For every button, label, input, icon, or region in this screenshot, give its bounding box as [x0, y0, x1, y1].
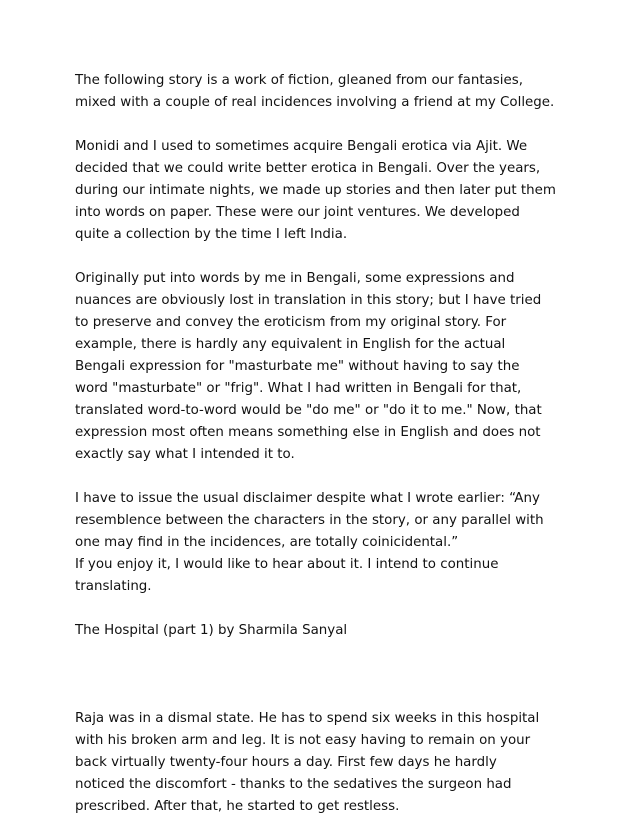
- document-page: [75, 70, 565, 840]
- text-line: Bengali expression for "masturbate me" without having to say the: [75, 359, 520, 374]
- text-line: into words on paper. These were our joint ventures. We developed: [75, 205, 520, 220]
- text-line: with his broken arm and leg. It is not easy having to remain on your: [75, 733, 531, 748]
- text-line: exactly say what I intended it to.: [75, 447, 295, 462]
- text-line: prescribed. After that, he started to get restless.: [75, 799, 400, 814]
- text-line: expression most often means something else in English and does not: [75, 425, 541, 440]
- text-line: I have to issue the usual disclaimer despite what I wrote earlier: “Any: [75, 491, 540, 506]
- background-paragraph: [75, 136, 565, 246]
- text-line: The following story is a work of fiction, gleaned from our fantasies,: [75, 73, 523, 88]
- story-title: [75, 620, 565, 642]
- text-line: word "masturbate" or "frig". What I had written in Bengali for that,: [75, 381, 522, 396]
- text-line: translated word-to-word would be "do me" or "do it to me." Now, that: [75, 403, 542, 418]
- text-line: translating.: [75, 579, 152, 594]
- text-line: Raja was in a dismal state. He has to spend six weeks in this hospital: [75, 711, 540, 726]
- text-line: one may find in the incidences, are totally coinicidental.”: [75, 535, 459, 550]
- text-line: Monidi and I used to sometimes acquire Bengali erotica via Ajit. We: [75, 139, 528, 154]
- text-line: Originally put into words by me in Bengali, some expressions and: [75, 271, 515, 286]
- text-line: back virtually twenty-four hours a day. First few days he hardly: [75, 755, 497, 770]
- story-title-text: The Hospital (part 1) by Sharmila Sanyal: [75, 623, 348, 638]
- text-line: decided that we could write better erotica in Bengali. Over the years,: [75, 161, 541, 176]
- translation-note-paragraph: [75, 268, 565, 466]
- closing-paragraph: [75, 554, 565, 598]
- text-line: to preserve and convey the eroticism from my original story. For: [75, 315, 507, 330]
- story-opening-paragraph: [75, 708, 565, 818]
- text-line: noticed the discomfort - thanks to the sedatives the surgeon had: [75, 777, 512, 792]
- text-line: example, there is hardly any equivalent in English for the actual: [75, 337, 506, 352]
- text-line: resemblence between the characters in the story, or any parallel with: [75, 513, 544, 528]
- text-line: mixed with a couple of real incidences involving a friend at my College.: [75, 95, 555, 110]
- text-line: quite a collection by the time I left India.: [75, 227, 348, 242]
- intro-paragraph: [75, 70, 565, 114]
- text-line: during our intimate nights, we made up stories and then later put them: [75, 183, 556, 198]
- text-line: If you enjoy it, I would like to hear about it. I intend to continue: [75, 557, 499, 572]
- disclaimer-paragraph: [75, 488, 565, 554]
- text-line: nuances are obviously lost in translation in this story; but I have tried: [75, 293, 542, 308]
